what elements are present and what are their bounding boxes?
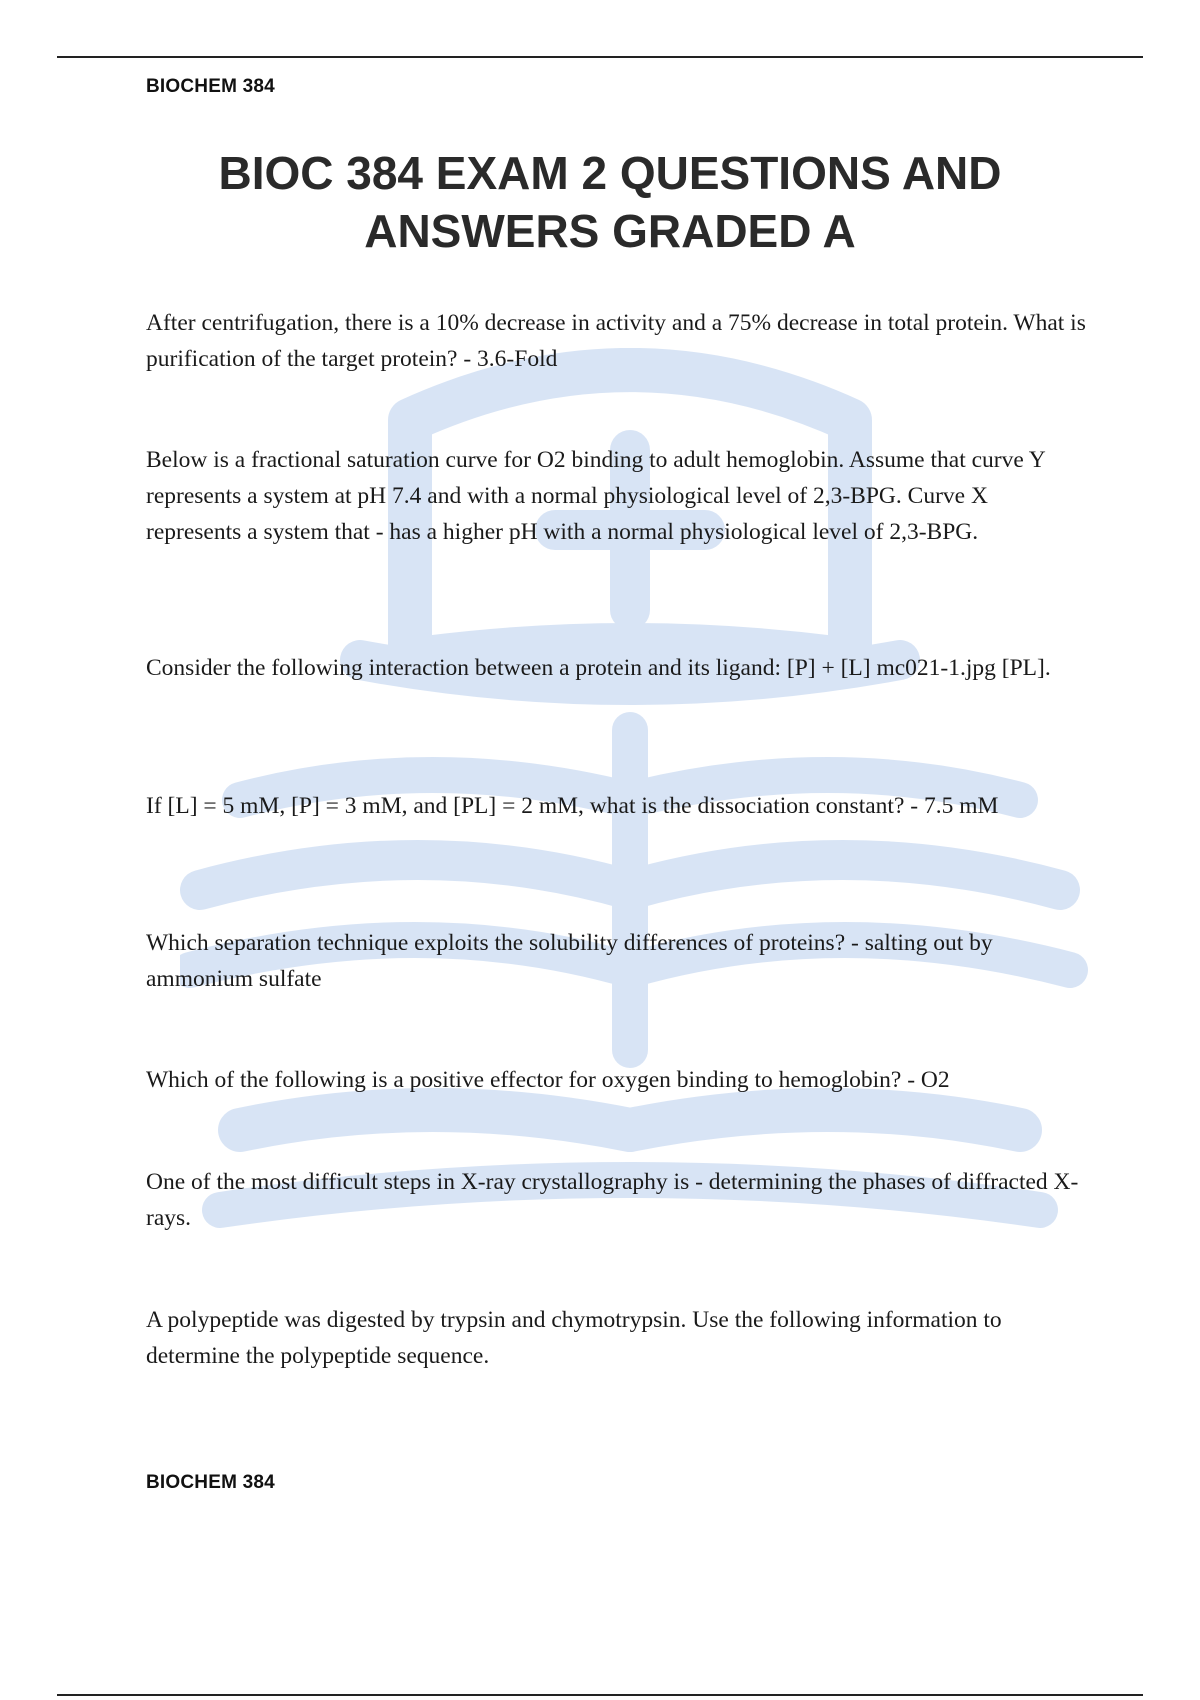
bottom-rule [57,1694,1143,1696]
footer-course-label: BIOCHEM 384 [146,1472,275,1493]
top-rule [57,56,1143,58]
qa-item-protein-ligand: Consider the following interaction between a protein and its ligand: [P] + [L] mc021-1.jpg [PL]. [146,655,1051,681]
page-title-line-2: ANSWERS GRADED A [364,205,856,257]
qa-item-separation-technique: Which separation technique exploits the solubility differences of proteins? - salting out by ammonium sulfate [146,930,993,992]
qa-item-positive-effector: Which of the following is a positive effector for oxygen binding to hemoglobin? - O2 [146,1067,950,1093]
qa-item-purification: After centrifugation, there is a 10% decrease in activity and a 75% decrease in total protein. What is purification of the target protein? - 3.6-Fold [146,310,1086,372]
qa-item-dissociation-constant: If [L] = 5 mM, [P] = 3 mM, and [PL] = 2 mM, what is the dissociation constant? - 7.5 mM [146,793,999,819]
page-title [100,144,1120,260]
qa-item-saturation-curve: Below is a fractional saturation curve for O2 binding to adult hemoglobin. Assume that curve Y represents a system at pH 7.4 and with a normal physiological level of 2,3-BPG. Curve X represents a system that - has a higher pH with a normal physiological level of 2,3-BPG. [146,447,1045,545]
header-course-label: BIOCHEM 384 [146,76,275,97]
qa-item-xray-crystallography: One of the most difficult steps in X-ray crystallography is - determining the phases of diffracted X-rays. [146,1169,1079,1231]
page-title-line-1: BIOC 384 EXAM 2 QUESTIONS AND [218,147,1002,199]
qa-item-polypeptide-digest: A polypeptide was digested by trypsin and chymotrypsin. Use the following information to determine the polypeptide sequence. [146,1307,1002,1369]
